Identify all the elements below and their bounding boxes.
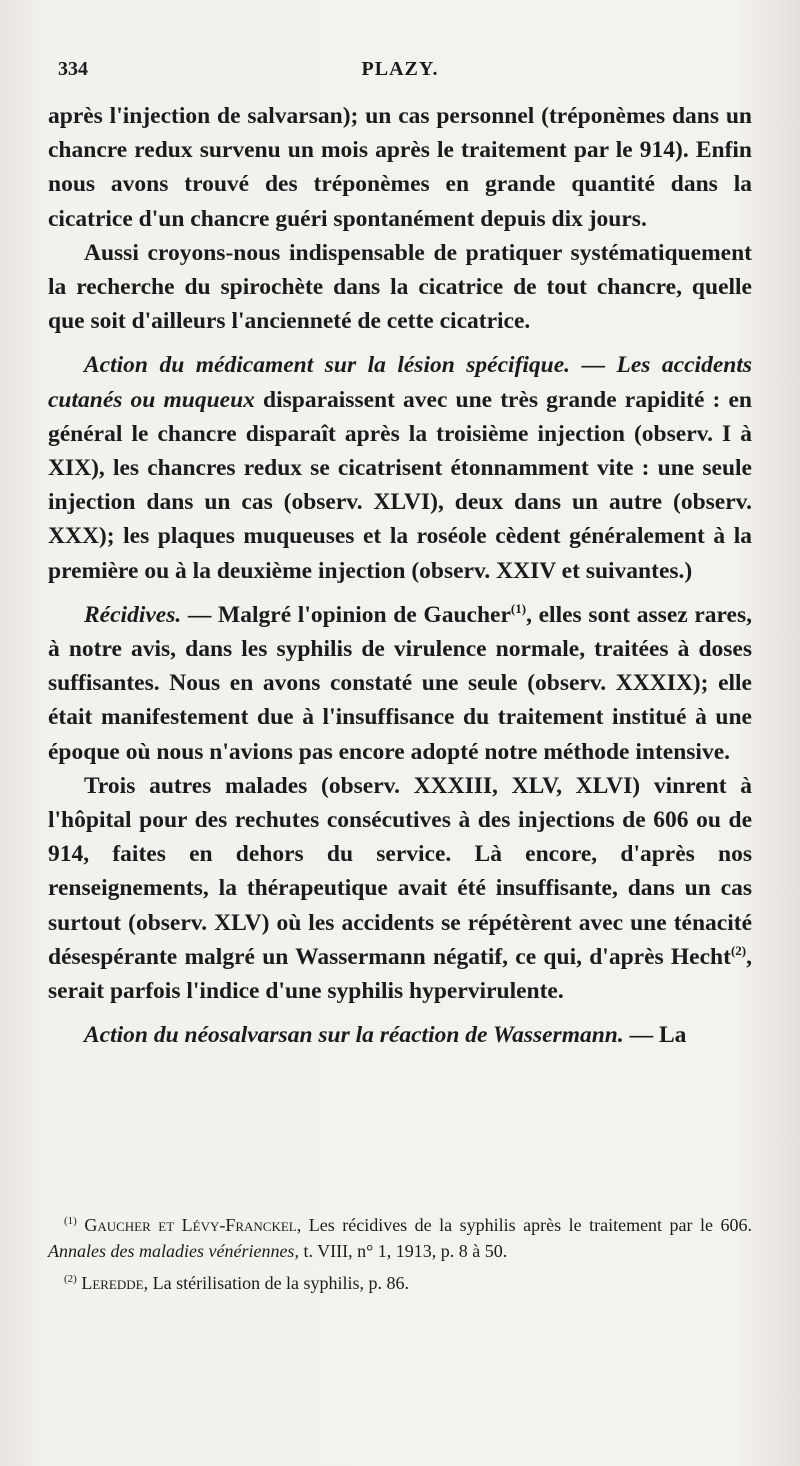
paragraph-3 (48, 348, 752, 587)
paragraph-1: après l'injection de salvarsan); un cas personnel (tréponèmes dans un chancre redux survenu un mois après le traitement par le 914). Enfin nous avons trouvé des tréponèmes en grande quantité dans la cicatrice d'un chancre guéri spontanément depuis dix jours. (48, 103, 752, 232)
section-heading-neosalvarsan: Action du néosalvarsan sur la réaction de Wassermann. (84, 1022, 624, 1049)
paragraph-4-text-a: — Malgré l'opinion de Gaucher (181, 601, 511, 628)
heading-dash: — (570, 352, 617, 379)
paragraph-2: Aussi croyons-nous indispensable de pratiquer systématiquement la recherche du spirochète dans la cicatrice de tout chancre, quelle que soit d'ailleurs l'ancienneté de cette cicatrice. (48, 239, 752, 335)
page-header (50, 58, 750, 88)
footnote-2-text-a: , La stérilisation de la syphilis, p. 86. (143, 1273, 410, 1293)
footnote-1-journal: Annales des maladies vénériennes (48, 1241, 295, 1261)
running-head: PLAZY. (361, 58, 439, 80)
paragraph-5-text-a: Trois autres malades (observ. XXXIII, XLV, XLVI) vinrent à l'hôpital pour des rechutes consécutives à des injections de 606 ou de 914, faites en dehors du service. Là encore, d'après nos renseignements, la thérapeutique avait été insuffisante, dans un cas surtout (observ. XLV) où les accidents se répétèrent avec une ténacité désespérante malgré un Wassermann négatif, ce qui, d'après Hecht (48, 772, 752, 970)
footnote-1-text-b: , t. VIII, n° 1, 1913, p. 8 à 50. (294, 1241, 508, 1261)
footnote-2-authors: Leredde (81, 1273, 144, 1293)
footnote-2 (48, 1270, 752, 1296)
footnote-1-mark: (1) (64, 1215, 77, 1227)
paragraph-5 (48, 769, 752, 1008)
body-text (48, 99, 752, 1052)
section-heading-action: Action du médicament sur la lésion spécifique. (84, 352, 571, 379)
section-heading-recidives: Récidives. (84, 601, 182, 628)
footnote-1-text-a: , Les récidives de la syphilis après le traitement par le 606. (296, 1215, 753, 1235)
footnotes (48, 1212, 752, 1296)
footnote-1-authors: Gaucher et Lévy-Franckel (84, 1215, 297, 1235)
paragraph-5-text-b: , serait parfois l'indice d'une syphilis hypervirulente. (48, 943, 752, 1005)
italic-lead-accidents: Les accidents cutanés ou muqueux (48, 352, 752, 413)
footnote-ref-1: (1) (510, 600, 527, 616)
footnote-2-mark: (2) (64, 1273, 77, 1285)
paragraph-6-text: — La (623, 1022, 687, 1049)
paragraph-6 (48, 1018, 752, 1052)
paragraph-4-text-b: , elles sont assez rares, à notre avis, dans les syphilis de virulence normale, traitées à doses suffisantes. Nous en avons constaté une seule (observ. XXXIX); elle était manifestement due à l'insuffisance du traitement institué à une époque où nous n'avions pas encore adopté notre méthode intensive. (48, 601, 752, 765)
footnote-ref-2: (2) (730, 942, 747, 958)
paragraph-4 (48, 598, 752, 769)
footnote-1 (48, 1212, 752, 1264)
page-number: 334 (58, 58, 88, 80)
paragraph-3-text: disparaissent avec une très grande rapidité : en général le chancre disparaît après la troisième injection (observ. I à XIX), les chancres redux se cicatrisent étonnamment vite : une seule injection dans un cas (observ. XLVI), deux dans un autre (observ. XXX); les plaques muqueuses et la roséole cèdent généralement à la première ou à la deuxième injection (observ. XXIV et suivantes.) (48, 386, 752, 584)
